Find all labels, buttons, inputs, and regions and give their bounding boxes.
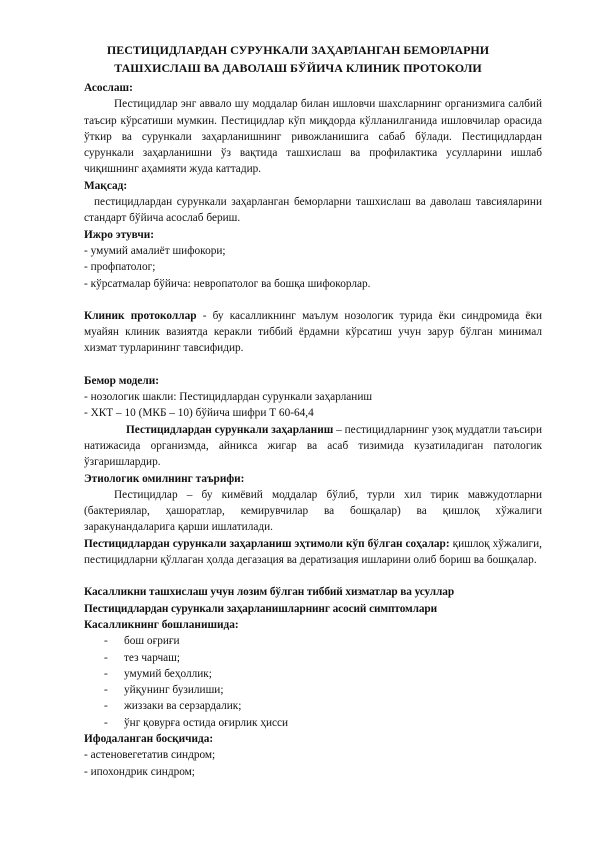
section-heading-boshlanish: Касалликнинг бошланишида: bbox=[84, 618, 239, 631]
ehtimol-text: қишлоқ хўжалиги, пестицидларни қўллаган ҳолда дегазация ва дератизация ишларини олиб бориш ва бошқалар. bbox=[84, 537, 542, 567]
title-line-1: ПЕСТИЦИДЛАРДАН СУРУНКАЛИ ЗАҲАРЛАНГАН БЕМОРЛАРНИ bbox=[106, 43, 490, 57]
surunkali-text: – пестицидларнинг узоқ муддатли таъсири натижасида организмда, айникса жигар ва асаб тизимида кузатиладиган патологик ўзгаришлардир. bbox=[84, 423, 542, 469]
klinik-paragraph bbox=[84, 308, 542, 357]
section-heading-asos: Асослаш: bbox=[84, 82, 133, 94]
symptom-item: - тез чарчаш; bbox=[84, 650, 542, 666]
ifoda-item: - ипохондрик синдром; bbox=[84, 765, 195, 778]
surunkali-term: Пестицидлардан сурункали заҳарланиш bbox=[126, 423, 334, 436]
section-heading-etio: Этиологик омилнинг таърифи: bbox=[84, 472, 245, 485]
ehtimol-term: Пестицидлардан сурункали заҳарланиш эҳтимоли кўп бўлган соҳалар: bbox=[84, 537, 450, 550]
ijro-item: - умумий амалиёт шифокори; bbox=[84, 244, 226, 257]
etio-paragraph: Пестицидлар – бу кимёвий моддалар бўлиб, турли хил тирик мавжудотларни (бактериялар, ҳашоратлар, кемирувчилар ва бошқалар) ва қишлоқ хўжалиги заракунандаларига қарши ишлатилади. bbox=[84, 488, 542, 534]
section-heading-simptom: Пестицидлардан сурункали заҳарланишларнинг асосий симптомлари bbox=[84, 602, 438, 615]
asos-paragraph: Пестицидлар энг аввало шу моддалар билан ишловчи шахсларнинг организмига салбий таъсир кўрсатиши мумкин. Пестицидлар кўп миқдорда кўлланилганида ишловчилар орасида ўткир ва сурункали заҳарланишнинг ривожланишига сабаб бўлади. Пестицидлардан сурункали заҳарланишни ўз вақтида ташхислаш ва профилактика усулларини ишлаб чиқишнинг аҳамияти жуда каттадир. bbox=[84, 98, 542, 176]
section-heading-maqsad: Мақсад: bbox=[84, 179, 128, 192]
ehtimol-paragraph bbox=[84, 536, 542, 569]
spacer bbox=[84, 568, 542, 584]
title-line-2: ТАШХИСЛАШ ВА ДАВОЛАШ БЎЙИЧА КЛИНИК ПРОТОКОЛИ bbox=[114, 61, 482, 75]
spacer bbox=[84, 357, 542, 373]
boshlanish-list bbox=[84, 633, 542, 731]
section-heading-bemor: Бемор модели: bbox=[84, 374, 159, 387]
document-body bbox=[84, 80, 542, 780]
symptom-item: - жиззаки ва серзардалик; bbox=[84, 698, 542, 714]
spacer bbox=[84, 292, 542, 308]
maqsad-paragraph: пестицидлардан сурункали заҳарланган беморларни ташхислаш ва даволаш тавсияларини стандарт бўйича асослаб бериш. bbox=[84, 196, 542, 225]
surunkali-paragraph bbox=[84, 422, 542, 471]
section-heading-ijro: Ижро этувчи: bbox=[84, 228, 154, 241]
section-heading-xizmat: Касалликни ташхислаш учун лозим бўлган тиббий хизматлар ва усуллар bbox=[84, 586, 455, 599]
ijro-item: - профпатолог; bbox=[84, 261, 156, 274]
section-heading-ifoda: Ифодаланган босқичида: bbox=[84, 732, 214, 745]
document-title bbox=[60, 41, 536, 77]
ijro-item: - кўрсатмалар бўйича: невропатолог ва бошқа шифокорлар. bbox=[84, 277, 371, 290]
symptom-item: - уйқунинг бузилиши; bbox=[84, 682, 542, 698]
bemor-item: - нозологик шакли: Пестицидлардан сурункали заҳарланиш bbox=[84, 391, 373, 404]
bemor-item: - ХКТ – 10 (МКБ – 10) бўйича шифри Т 60-64,4 bbox=[84, 407, 314, 420]
ifoda-item: - астеновегетатив синдром; bbox=[84, 749, 216, 762]
klinik-term: Клиник протоколлар bbox=[84, 309, 197, 322]
symptom-item: - умумий беҳоллик; bbox=[84, 666, 542, 682]
symptom-item: - бош оғриғи bbox=[84, 633, 542, 649]
symptom-item: - ўнг қовурға остида оғирлик ҳисси bbox=[84, 715, 542, 731]
klinik-text: - бу касалликнинг маълум нозологик турида ёки синдромида ёки муайян клиник вазиятда керакли тиббий ёрдамни кўрсатиш учун зарур бўлган минимал хизмат турларининг тавсифидир. bbox=[84, 309, 542, 355]
